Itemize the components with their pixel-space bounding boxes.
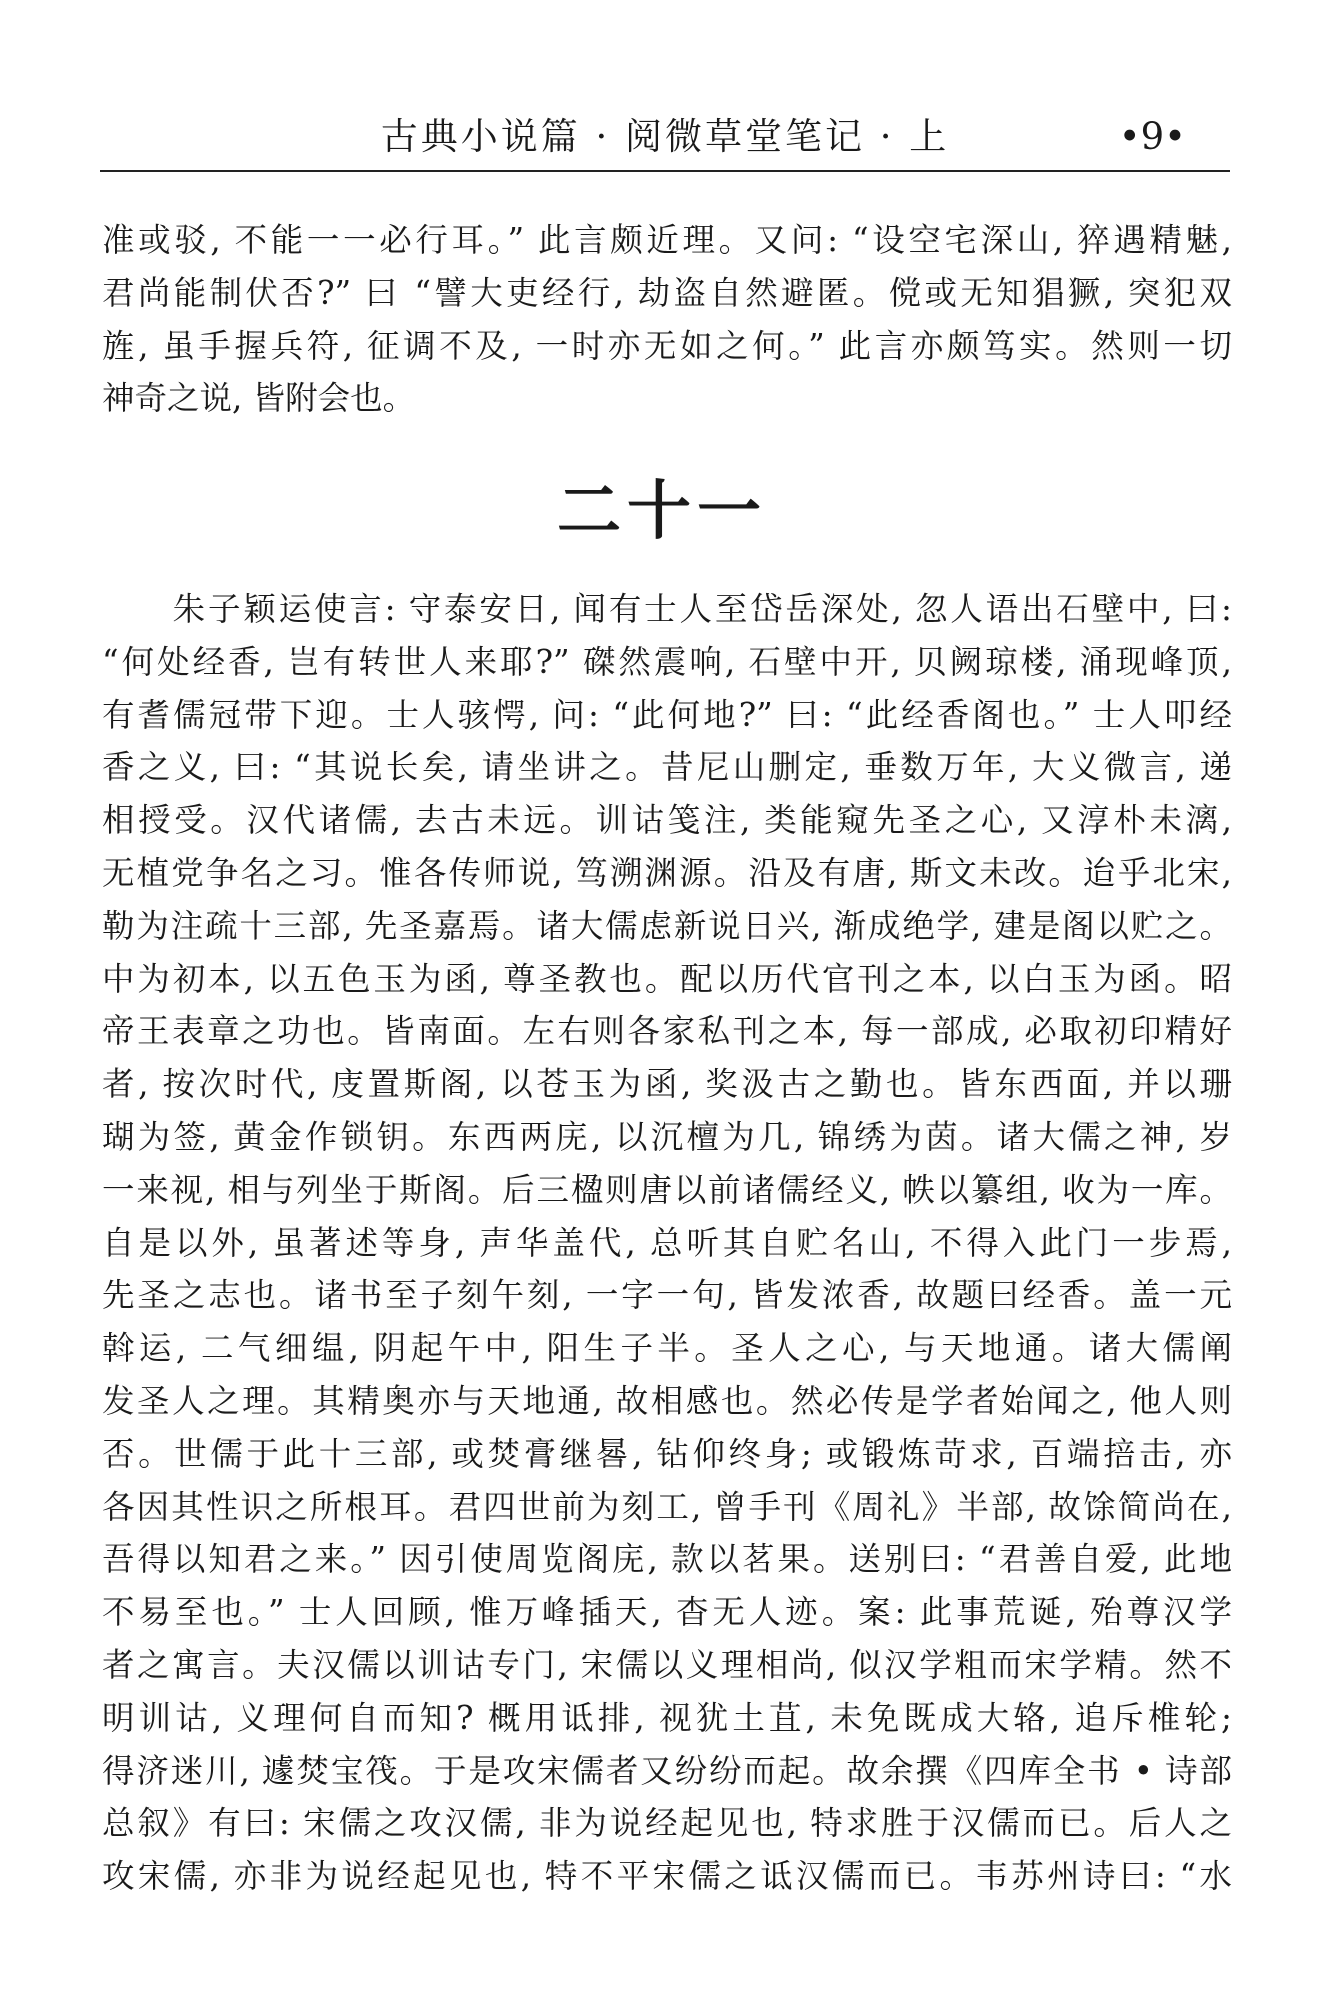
text-line-content: 一来视, 相与列坐于斯阁。后三楹则唐以前诸儒经义, 帙以纂组, 收为一库。 <box>102 1170 1232 1209</box>
text-line <box>102 847 1232 900</box>
text-line-content: 总叙》有曰: 宋儒之攻汉儒, 非为说经起见也, 特求胜于汉儒而已。后人之 <box>102 1804 1232 1843</box>
text-line <box>102 953 1232 1006</box>
text-line <box>102 1533 1232 1586</box>
text-line-content: 勒为注疏十三部, 先圣嘉焉。诸大儒虑新说日兴, 渐成绝学, 建是阁以贮之。 <box>102 906 1232 945</box>
text-line <box>102 1428 1232 1481</box>
text-line <box>102 1269 1232 1322</box>
text-line <box>102 1217 1232 1270</box>
text-line-content: 先圣之志也。诸书至子刻午刻, 一字一句, 皆发浓香, 故题曰经香。盖一元 <box>102 1276 1232 1315</box>
page-number: •9• <box>1118 115 1186 158</box>
text-line <box>102 689 1232 742</box>
text-line <box>102 1005 1232 1058</box>
text-line <box>102 741 1232 794</box>
text-line-content: 旌, 虽手握兵符, 征调不及, 一时亦无如之何。” 此言亦颇笃实。然则一切 <box>102 326 1232 365</box>
running-header <box>100 112 1230 172</box>
text-line <box>102 794 1232 847</box>
text-line <box>102 1164 1232 1217</box>
text-line-content: 者, 按次时代, 庋置斯阁, 以苍玉为函, 奖汲古之勤也。皆东西面, 并以珊 <box>102 1065 1232 1104</box>
text-line-content: 者之寓言。夫汉儒以训诂专门, 宋儒以义理相尚, 似汉学粗而宋学精。然不 <box>102 1645 1232 1684</box>
text-line-content: 瑚为签, 黄金作锁钥。东西两庑, 以沉檀为几, 锦绣为茵。诸大儒之神, 岁 <box>102 1117 1232 1156</box>
text-line-content: 发圣人之理。其精奥亦与天地通, 故相感也。然必传是学者始闻之, 他人则 <box>102 1381 1232 1420</box>
text-line-content: 攻宋儒, 亦非为说经起见也, 特不平宋儒之诋汉儒而已。韦苏州诗曰: “水 <box>102 1857 1232 1896</box>
text-line <box>102 1850 1232 1903</box>
text-line <box>102 267 1232 320</box>
text-line-content: 相授受。汉代诸儒, 去古未远。训诂笺注, 类能窥先圣之心, 又淳朴未漓, <box>102 801 1232 840</box>
text-line-content: “何处经香, 岂有转世人来耶?” 磔然震响, 石壁中开, 贝阙琼楼, 涌现峰顶, <box>102 642 1232 681</box>
text-line <box>102 1745 1232 1798</box>
text-line-content: 各因其性识之所根耳。君四世前为刻工, 曾手刊《周礼》半部, 故馀简尚在, <box>102 1487 1232 1526</box>
text-line <box>102 214 1232 267</box>
text-line-content: 明训诂, 义理何自而知? 概用诋排, 视犹土苴, 未免既成大辂, 追斥椎轮; <box>102 1698 1232 1737</box>
text-line-content: 朱子颖运使言: 守泰安日, 闻有士人至岱岳深处, 忽人语出石壁中, 曰: <box>102 590 1232 628</box>
running-title: 古典小说篇 · 阅微草堂笔记 · 上 <box>380 115 950 158</box>
text-line-content: 得济迷川, 遽焚宝筏。于是攻宋儒者又纷纷而起。故余撰《四库全书 • 诗部 <box>102 1751 1232 1790</box>
text-line-content: 香之义, 曰: “其说长矣, 请坐讲之。昔尼山删定, 垂数万年, 大义微言, 递 <box>102 748 1232 787</box>
text-line <box>102 636 1232 689</box>
text-line <box>102 1375 1232 1428</box>
text-line-content: 自是以外, 虽著述等身, 声华盖代, 总听其自贮名山, 不得入此门一步焉, <box>102 1223 1232 1262</box>
text-line <box>102 583 1232 636</box>
text-line <box>102 1586 1232 1639</box>
text-line <box>102 1692 1232 1745</box>
text-line <box>102 1058 1232 1111</box>
text-line-content: 不易至也。” 士人回顾, 惟万峰插天, 杳无人迹。案: 此事荒诞, 殆尊汉学 <box>102 1593 1232 1632</box>
paragraph-section-21 <box>102 583 1232 1903</box>
section-heading: 二十一 <box>557 474 767 549</box>
text-line-content: 帝王表章之功也。皆南面。左右则各家私刊之本, 每一部成, 必取初印精好 <box>102 1012 1232 1051</box>
text-line-content: 中为初本, 以五色玉为函, 尊圣教也。配以历代官刊之本, 以白玉为函。昭 <box>102 959 1232 998</box>
text-line-content: 吾得以知君之来。” 因引使周览阁庑, 款以茗果。送别曰: “君善自爱, 此地 <box>102 1540 1232 1579</box>
text-line <box>102 1639 1232 1692</box>
text-line <box>102 320 1232 373</box>
header-rule <box>100 170 1230 172</box>
text-line <box>102 1797 1232 1850</box>
paragraph-continued <box>102 214 1232 425</box>
text-line <box>102 1322 1232 1375</box>
text-line <box>102 1481 1232 1534</box>
text-line-content: 准或驳, 不能一一必行耳。” 此言颇近理。又问: “设空宅深山, 猝遇精魅, <box>102 221 1232 259</box>
text-line-content: 斡运, 二气细缊, 阴起午中, 阳生子半。圣人之心, 与天地通。诸大儒阐 <box>102 1329 1232 1368</box>
text-line <box>102 900 1232 953</box>
text-line <box>102 1111 1232 1164</box>
text-line-content: 无植党争名之习。惟各传师说, 笃溯渊源。沿及有唐, 斯文未改。迨乎北宋, <box>102 853 1232 892</box>
text-line-content: 君尚能制伏否?” 曰 “譬大吏经行, 劫盗自然避匿。傥或无知猖獗, 突犯双 <box>102 273 1232 312</box>
text-line-content: 否。世儒于此十三部, 或焚膏继晷, 钻仰终身; 或锻炼苛求, 百端掊击, 亦 <box>102 1434 1232 1473</box>
text-line <box>102 372 1232 425</box>
text-line-content: 有耆儒冠带下迎。士人骇愕, 问: “此何地?” 曰: “此经香阁也。” 士人叩经 <box>102 695 1232 734</box>
text-line-content: 神奇之说, 皆附会也。 <box>102 379 416 418</box>
